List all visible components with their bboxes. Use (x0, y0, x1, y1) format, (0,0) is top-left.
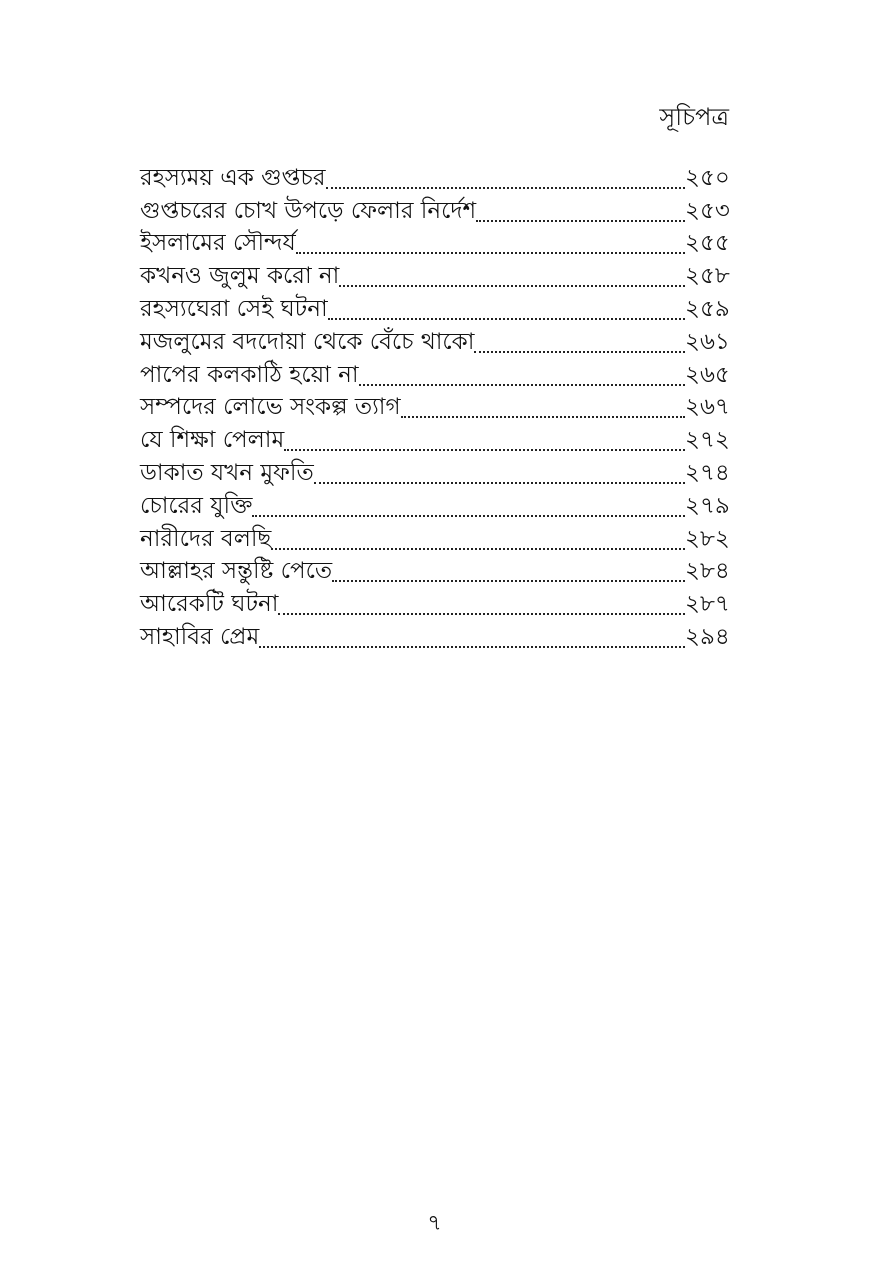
toc-dot-leader (252, 515, 685, 517)
toc-dot-leader (401, 416, 685, 418)
toc-entry-page: ২৭৪ (685, 459, 730, 486)
toc-dot-leader (278, 613, 685, 615)
toc-entry-page: ২৮২ (685, 525, 730, 552)
toc-dot-leader (339, 285, 685, 287)
toc-entry (140, 324, 730, 357)
toc-dot-leader (476, 220, 685, 222)
toc-dot-leader (296, 252, 685, 254)
toc-entry (140, 258, 730, 291)
toc-dot-leader (314, 482, 685, 484)
toc-dot-leader (326, 187, 686, 189)
toc-dot-leader (271, 548, 685, 550)
toc-entry-title: ডাকাত যখন মুফতি (140, 459, 314, 486)
toc-dot-leader (359, 384, 685, 386)
toc-entry (140, 554, 730, 587)
toc-dot-leader (284, 449, 685, 451)
toc-entry-title: গুপ্তচরের চোখ উপড়ে ফেলার নির্দেশ (140, 197, 477, 224)
toc-dot-leader (259, 646, 685, 648)
toc-entry-title: আল্লাহর সন্তুষ্টি পেতে (140, 558, 333, 585)
toc-entry-page: ২৭৯ (685, 492, 730, 519)
toc-entry (140, 488, 730, 521)
toc-entry-title: আরেকটি ঘটনা (140, 591, 279, 618)
toc-entry-page: ২৮৪ (685, 558, 730, 585)
toc-entry-title: পাপের কলকাঠি হয়ো না (140, 361, 359, 388)
toc-entry-page: ২৫৯ (685, 295, 730, 322)
toc-entry (140, 291, 730, 324)
toc-entry-page: ২৫০ (685, 164, 730, 191)
toc-entry-title: রহস্যময় এক গুপ্তচর (140, 164, 326, 191)
toc-entry (140, 422, 730, 455)
page-number: ৭ (427, 1211, 442, 1236)
toc-entry-title: মজলুমের বদদোয়া থেকে বেঁচে থাকো (140, 328, 475, 355)
toc-entry (140, 586, 730, 619)
toc-entry (140, 357, 730, 390)
toc-entry (140, 619, 730, 652)
table-of-contents (140, 160, 730, 652)
toc-entry-page: ২৭২ (685, 427, 730, 454)
toc-entry-title: যে শিক্ষা পেলাম (140, 427, 285, 454)
toc-entry-page: ২৬৭ (685, 394, 730, 421)
toc-entry-title: সাহাবির প্রেম (140, 623, 260, 650)
toc-entry-page: ২৫৮ (685, 263, 730, 290)
page-title: সূচিপত্র (659, 103, 729, 131)
toc-entry-title: চোরের যুক্তি (140, 492, 253, 519)
toc-entry (140, 226, 730, 259)
toc-entry-page: ২৯৪ (685, 623, 730, 650)
toc-entry-page: ২৮৭ (685, 591, 730, 618)
toc-entry (140, 390, 730, 423)
toc-entry (140, 455, 730, 488)
toc-entry-title: নারীদের বলছি (140, 525, 272, 552)
toc-entry-page: ২৫৩ (685, 197, 730, 224)
toc-dot-leader (332, 580, 685, 582)
toc-entry-page: ২৫৫ (685, 230, 730, 257)
toc-dot-leader (474, 351, 685, 353)
toc-entry (140, 521, 730, 554)
toc-entry-page: ২৬১ (685, 328, 730, 355)
toc-entry-title: রহস্যঘেরা সেই ঘটনা (140, 295, 328, 322)
toc-entry (140, 193, 730, 226)
toc-entry-page: ২৬৫ (685, 361, 730, 388)
toc-dot-leader (328, 318, 685, 320)
toc-entry (140, 160, 730, 193)
toc-entry-title: সম্পদের লোভে সংকল্প ত্যাগ (140, 394, 401, 421)
toc-entry-title: ইসলামের সৌন্দর্য (140, 230, 296, 257)
toc-entry-title: কখনও জুলুম করো না (140, 263, 340, 290)
